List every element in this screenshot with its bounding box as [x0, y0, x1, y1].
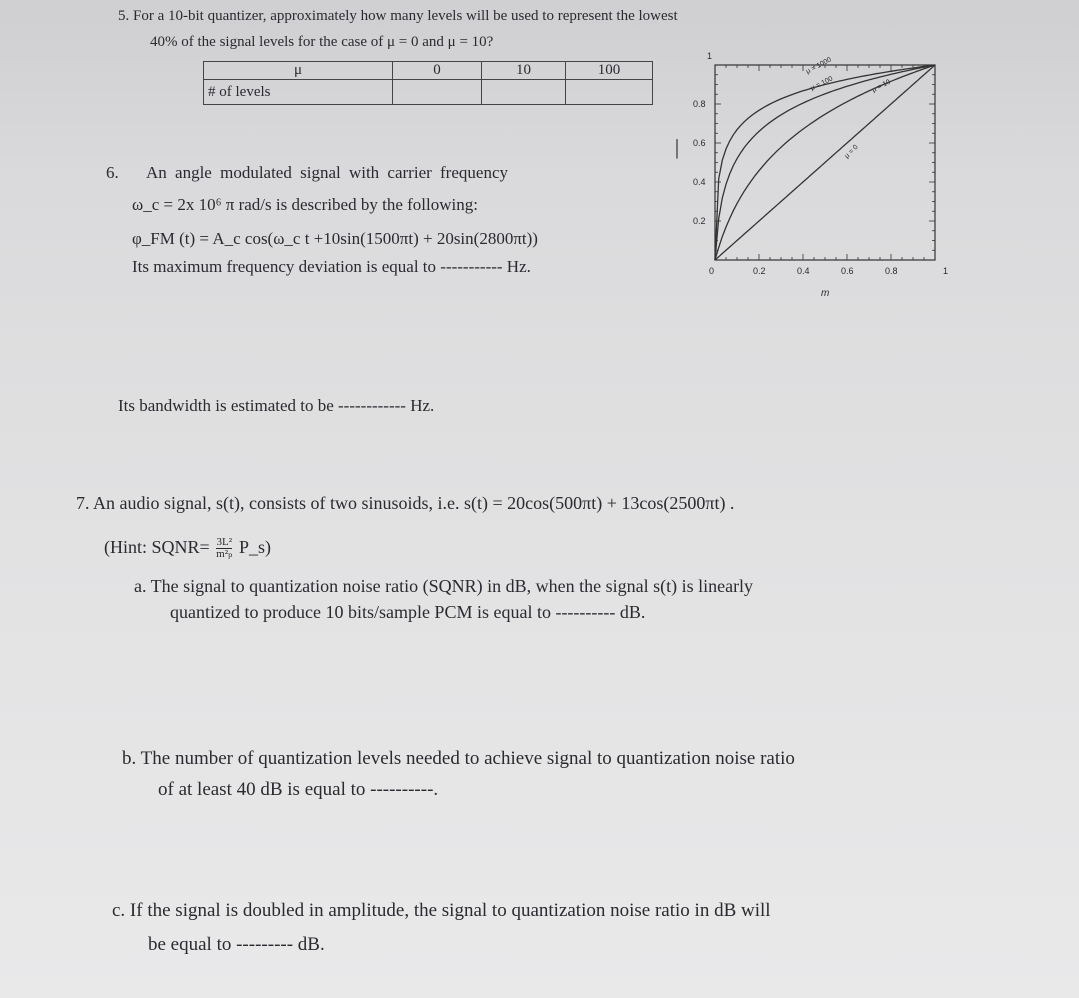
q6-line1: An angle modulated signal with carrier frequency — [146, 163, 508, 182]
q5-line2: 40% of the signal levels for the case of μ = 0 and μ = 10? — [150, 34, 494, 50]
table-header-10: 10 — [482, 62, 566, 80]
mu-law-graph — [660, 45, 960, 305]
curve-label: μ = 100 — [809, 75, 834, 93]
q6-number: 6. — [106, 163, 119, 182]
table-cell-10[interactable] — [482, 80, 566, 105]
levels-table — [203, 61, 653, 105]
x-tick-label: 0 — [709, 266, 715, 276]
table-row-label: # of levels — [204, 80, 393, 105]
q6-bandwidth: Its bandwidth is estimated to be ------------ Hz. — [118, 396, 435, 415]
table-cell-100[interactable] — [566, 80, 653, 105]
y-tick-label: 0.8 — [693, 99, 706, 109]
x-tick-label: 0.8 — [885, 266, 898, 276]
q6-line3: φ_FM (t) = A_c cos(ω_c t +10sin(1500πt) + 20sin(2800πt)) — [132, 229, 538, 248]
q7-line1: 7. An audio signal, s(t), consists of two sinusoids, i.e. s(t) = 20cos(500πt) + 13cos(2500πt) . — [76, 493, 735, 513]
y-top-label: 1 — [707, 51, 713, 61]
hint-fraction — [216, 537, 232, 560]
x-tick-label: 0.6 — [841, 266, 854, 276]
y-tick-label: 0.2 — [693, 216, 706, 226]
table-header-0: 0 — [393, 62, 482, 80]
x-tick-label: 0.4 — [797, 266, 810, 276]
hint-suffix: P_s) — [238, 537, 271, 557]
curve-label: μ = 0 — [843, 143, 860, 161]
x-tick-label: 0.2 — [753, 266, 766, 276]
y-tick-label: 0.6 — [693, 138, 706, 148]
q7a-line1: a. The signal to quantization noise ratio (SQNR) in dB, when the signal s(t) is linearly — [134, 576, 754, 596]
x-axis-label: m — [821, 288, 830, 299]
q7-hint — [104, 537, 271, 560]
q7b-line1: b. The number of quantization levels needed to achieve signal to quantization noise ratio — [122, 748, 795, 769]
hint-frac-top: 3L² — [216, 536, 233, 549]
table-cell-0[interactable] — [393, 80, 482, 105]
q7b-line2: of at least 40 dB is equal to ----------. — [158, 779, 439, 800]
q7a-line2: quantized to produce 10 bits/sample PCM is equal to ---------- dB. — [170, 602, 646, 622]
x-tick-label: 1 — [943, 266, 949, 276]
hint-frac-bottom: m²ₚ — [216, 548, 233, 561]
hint-prefix: (Hint: SQNR= — [104, 537, 210, 557]
curve-label: μ = 10 — [871, 78, 892, 95]
table-header-mu: μ — [204, 62, 393, 80]
q6-line4: Its maximum frequency deviation is equal to ----------- Hz. — [132, 257, 531, 276]
curve-label: μ = 1000 — [805, 56, 833, 76]
q7c-line2: be equal to --------- dB. — [148, 934, 325, 955]
q7c-line1: c. If the signal is doubled in amplitude, the signal to quantization noise ratio in dB will — [112, 900, 771, 921]
q6-line2: ω_c = 2x 10⁶ π rad/s is described by the following: — [132, 195, 478, 214]
y-tick-label: 0.4 — [693, 177, 706, 187]
q5-line1: 5. For a 10-bit quantizer, approximately how many levels will be used to represent the lowest — [118, 8, 678, 24]
table-header-100: 100 — [566, 62, 653, 80]
